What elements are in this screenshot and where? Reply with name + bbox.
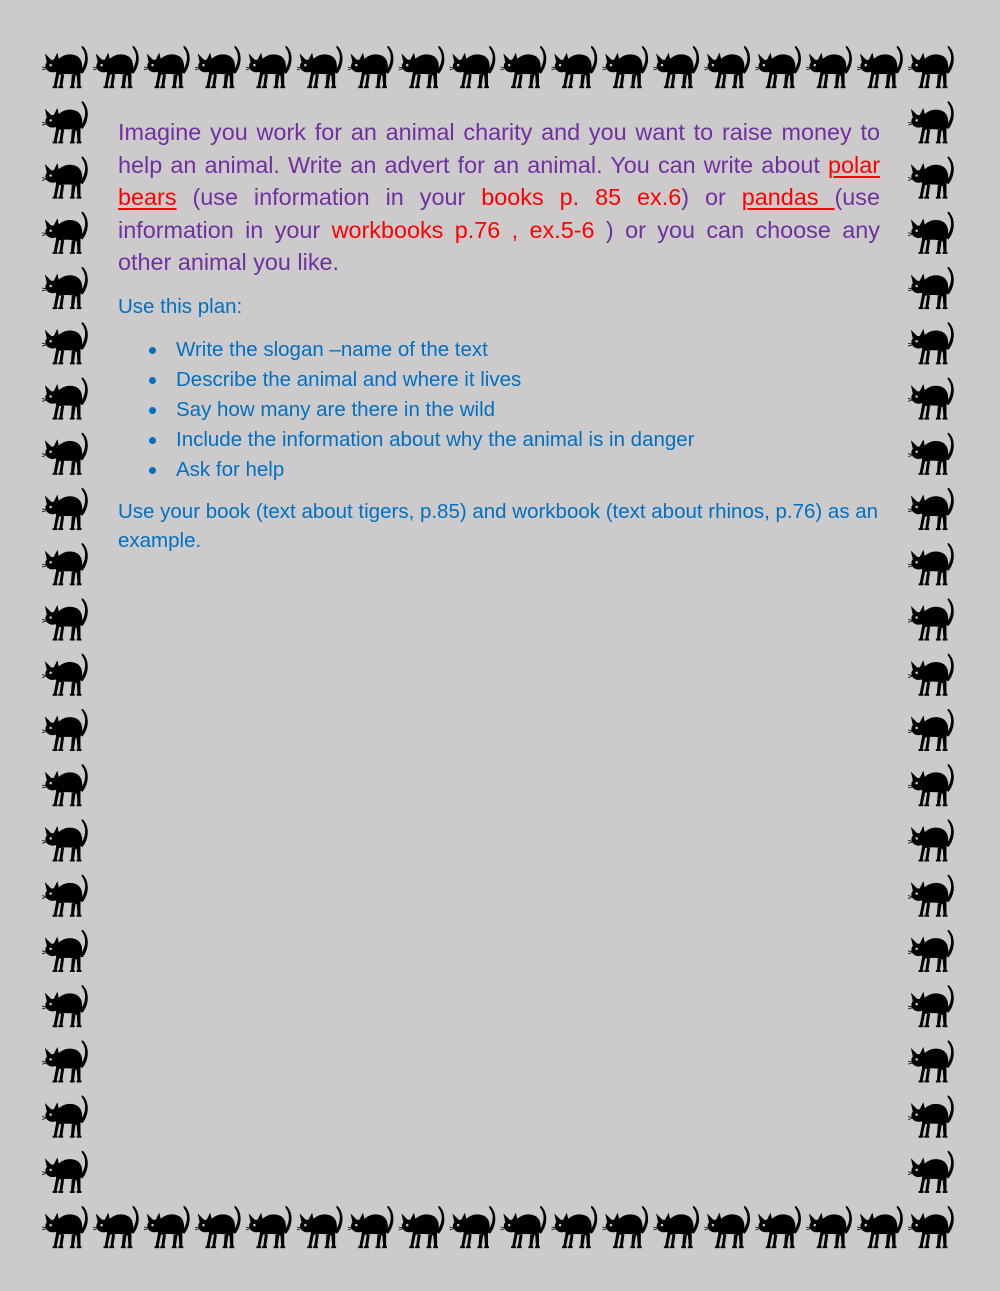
- plan-list: [118, 335, 880, 485]
- black-cat-icon: [42, 1096, 88, 1138]
- intro-text-1: Imagine you work for an animal charity and you want to raise money to help an animal. Write an advert for an animal. You can write about: [118, 119, 880, 178]
- black-cat-icon: [908, 433, 954, 475]
- black-cat-icon: [297, 46, 343, 88]
- black-cat-icon: [144, 46, 190, 88]
- black-cat-icon: [908, 875, 954, 917]
- black-cat-icon: [42, 267, 88, 309]
- black-cat-icon: [348, 46, 394, 88]
- black-cat-icon: [806, 46, 852, 88]
- black-cat-icon: [908, 1040, 954, 1082]
- worksheet-content: [118, 116, 880, 556]
- black-cat-icon: [42, 212, 88, 254]
- black-cat-icon: [908, 157, 954, 199]
- black-cat-icon: [908, 543, 954, 585]
- black-cat-icon: [500, 46, 546, 88]
- black-cat-icon: [602, 1206, 648, 1248]
- black-cat-icon: [704, 1206, 750, 1248]
- black-cat-icon: [908, 267, 954, 309]
- black-cat-icon: [908, 488, 954, 530]
- intro-text-2: (use information in your: [176, 184, 482, 210]
- intro-text-4: (use information in your: [118, 184, 880, 243]
- black-cat-icon: [908, 101, 954, 143]
- black-cat-icon: [42, 764, 88, 806]
- black-cat-icon: [42, 1151, 88, 1193]
- black-cat-icon: [42, 157, 88, 199]
- black-cat-icon: [144, 1206, 190, 1248]
- black-cat-icon: [908, 764, 954, 806]
- black-cat-icon: [42, 1206, 88, 1248]
- black-cat-icon: [348, 1206, 394, 1248]
- black-cat-icon: [246, 46, 292, 88]
- black-cat-icon: [908, 709, 954, 751]
- black-cat-icon: [908, 985, 954, 1027]
- black-cat-icon: [42, 875, 88, 917]
- black-cat-icon: [857, 1206, 903, 1248]
- black-cat-icon: [908, 1206, 954, 1248]
- black-cat-icon: [450, 46, 496, 88]
- black-cat-icon: [908, 654, 954, 696]
- books-reference: books p. 85 ex.6: [481, 184, 682, 210]
- black-cat-icon: [42, 322, 88, 364]
- plan-item-how-many: Say how many are there in the wild: [118, 395, 880, 425]
- black-cat-icon: [653, 1206, 699, 1248]
- pandas-link[interactable]: pandas: [741, 184, 835, 210]
- black-cat-icon: [42, 46, 88, 88]
- plan-item-slogan: Write the slogan –name of the text: [118, 335, 880, 365]
- example-note: Use your book (text about tigers, p.85) and workbook (text about rhinos, p.76) as an example.: [118, 499, 879, 552]
- black-cat-icon: [42, 985, 88, 1027]
- black-cat-icon: [42, 488, 88, 530]
- plan-label: Use this plan:: [118, 294, 243, 318]
- black-cat-icon: [857, 46, 903, 88]
- black-cat-icon: [908, 930, 954, 972]
- polar-bears-link[interactable]: polar bears: [118, 151, 880, 210]
- black-cat-icon: [297, 1206, 343, 1248]
- black-cat-icon: [195, 1206, 241, 1248]
- intro-text-3: ) or: [681, 184, 742, 210]
- black-cat-icon: [908, 1096, 954, 1138]
- plan-item-describe: Describe the animal and where it lives: [118, 365, 880, 395]
- intro-text-5: ) or you can choose any other animal you like.: [118, 216, 880, 275]
- black-cat-icon: [399, 46, 445, 88]
- plan-item-danger: Include the information about why the animal is in danger: [118, 425, 880, 455]
- black-cat-icon: [42, 377, 88, 419]
- black-cat-icon: [42, 709, 88, 751]
- black-cat-icon: [806, 1206, 852, 1248]
- black-cat-icon: [399, 1206, 445, 1248]
- workbooks-reference: workbooks p.76 , ex.5-6: [331, 216, 606, 243]
- black-cat-icon: [908, 46, 954, 88]
- black-cat-icon: [653, 46, 699, 88]
- black-cat-icon: [42, 543, 88, 585]
- black-cat-icon: [195, 46, 241, 88]
- black-cat-icon: [602, 46, 648, 88]
- black-cat-icon: [500, 1206, 546, 1248]
- black-cat-icon: [42, 654, 88, 696]
- black-cat-icon: [450, 1206, 496, 1248]
- black-cat-icon: [908, 212, 954, 254]
- black-cat-icon: [908, 322, 954, 364]
- black-cat-icon: [755, 46, 801, 88]
- black-cat-icon: [755, 1206, 801, 1248]
- black-cat-icon: [704, 46, 750, 88]
- black-cat-icon: [42, 101, 88, 143]
- black-cat-icon: [551, 46, 597, 88]
- black-cat-icon: [42, 433, 88, 475]
- black-cat-icon: [93, 1206, 139, 1248]
- plan-item-help: Ask for help: [118, 455, 880, 485]
- black-cat-icon: [93, 46, 139, 88]
- black-cat-icon: [908, 598, 954, 640]
- black-cat-icon: [42, 1040, 88, 1082]
- black-cat-icon: [908, 1151, 954, 1193]
- black-cat-icon: [551, 1206, 597, 1248]
- black-cat-icon: [246, 1206, 292, 1248]
- task-instructions: [118, 116, 880, 279]
- black-cat-icon: [42, 930, 88, 972]
- black-cat-icon: [42, 598, 88, 640]
- black-cat-icon: [908, 377, 954, 419]
- black-cat-icon: [908, 819, 954, 861]
- black-cat-icon: [42, 819, 88, 861]
